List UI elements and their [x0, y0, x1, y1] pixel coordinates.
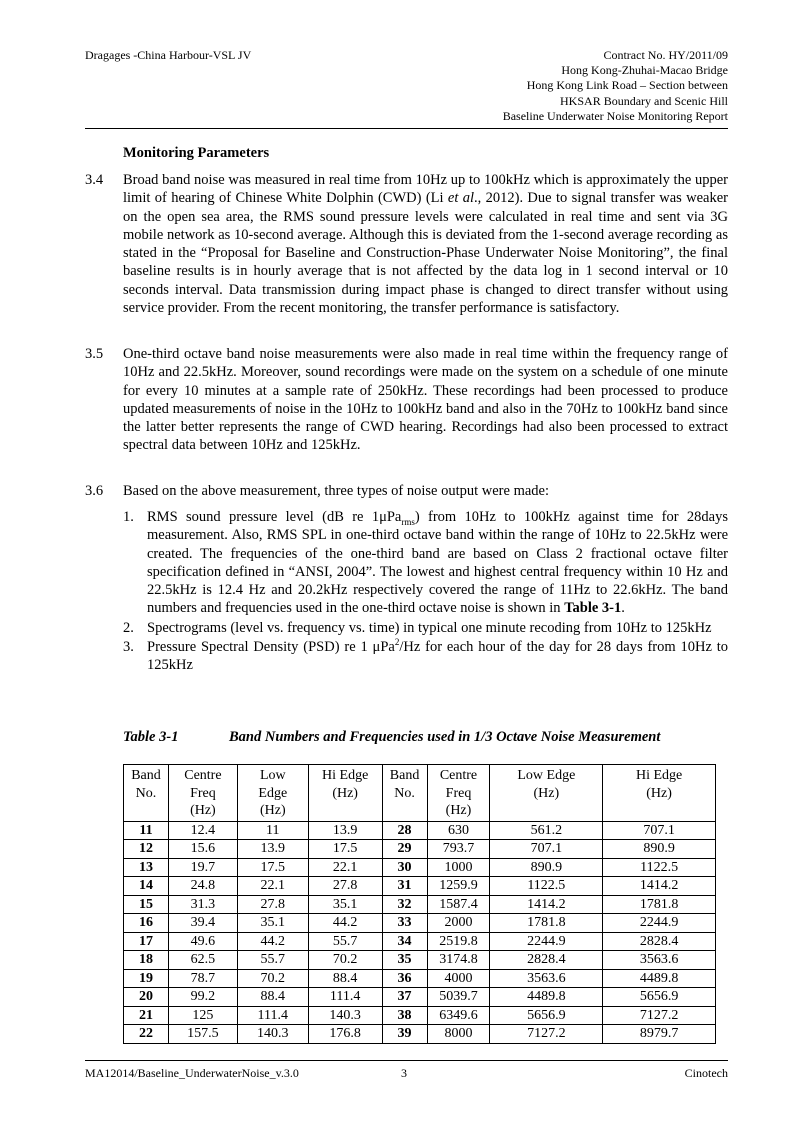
frequency-cell: 62.5: [168, 951, 237, 970]
header-divider: [85, 128, 728, 129]
frequency-cell: 707.1: [490, 840, 603, 859]
footer-company: Cinotech: [684, 1066, 728, 1080]
frequency-cell: 140.3: [237, 1025, 308, 1044]
frequency-cell: 27.8: [237, 895, 308, 914]
frequency-cell: 157.5: [168, 1025, 237, 1044]
header-right-line: Baseline Underwater Noise Monitoring Report: [502, 108, 728, 123]
frequency-cell: 5656.9: [603, 988, 716, 1007]
frequency-cell: 22.1: [308, 858, 382, 877]
band-number-cell: 38: [382, 1006, 427, 1025]
text-run: ., 2012). Due to signal transfer was weaker on the open sea area, the RMS sound pressure levels were calculated in real time and sent via 3G mobile network as 10-second average. Although this is deviated from the 1-second average recording as stated in the “Proposal for Baseline and Construction-Phase Underwater Noise Monitoring”, the final baseline results is in hourly average that is not affected by the data log in 1 second interval or 10 seconds interval. Data transmission during impact phase is changed to direct transfer without using service provider. From the recent monitoring, the transfer performance is satisfactory.: [123, 190, 728, 317]
frequency-cell: 4489.8: [490, 988, 603, 1007]
band-number-cell: 16: [124, 914, 169, 933]
column-header-line: Centre: [439, 768, 478, 783]
frequency-cell: 78.7: [168, 969, 237, 988]
frequency-cell: 7127.2: [603, 1006, 716, 1025]
frequency-cell: 8000: [427, 1025, 490, 1044]
table-caption-text: Band Numbers and Frequencies used in 1/3 Octave Noise Measurement: [229, 729, 661, 745]
frequency-cell: 49.6: [168, 932, 237, 951]
column-header-line: Band: [131, 768, 161, 783]
band-number-cell: 11: [124, 821, 169, 840]
frequency-cell: 19.7: [168, 858, 237, 877]
frequency-cell: 4489.8: [603, 969, 716, 988]
table-row: [124, 877, 716, 896]
frequency-cell: 561.2: [490, 821, 603, 840]
frequency-cell: 2244.9: [490, 932, 603, 951]
frequency-cell: 44.2: [237, 932, 308, 951]
list-number: 1.: [123, 509, 134, 525]
frequency-cell: 2519.8: [427, 932, 490, 951]
column-header-line: (Hz): [190, 803, 216, 818]
frequency-cell: 1587.4: [427, 895, 490, 914]
footer-divider: [85, 1060, 728, 1061]
table-label: Table 3-1: [123, 729, 179, 745]
paragraph-text: One-third octave band noise measurements were also made in real time within the frequency range of 10Hz and 22.5kHz. Moreover, sound recordings were made on the system on a schedule of one minute for every 10 minutes at a sample rate of 250kHz. These recordings had been processed to produce updated measurements of noise in the 10Hz to 100kHz band and also in the 70Hz to 100kHz band since the latter better represents the range of CWD hearing. Recordings had also been processed to extract spectral data between 10Hz and 125kHz.: [123, 346, 728, 454]
column-header-line: (Hz): [646, 785, 672, 801]
list-number: 2.: [123, 619, 134, 636]
table-row: [124, 1025, 716, 1044]
band-number-cell: 35: [382, 951, 427, 970]
section-title: Monitoring Parameters: [123, 145, 270, 161]
column-header: [490, 765, 603, 822]
frequency-cell: 2244.9: [603, 914, 716, 933]
list-text: Spectrograms (level vs. frequency vs. time) in typical one minute recoding from 10Hz to 125kHz: [147, 619, 712, 636]
column-header-line: (Hz): [445, 803, 472, 818]
frequency-cell: 55.7: [237, 951, 308, 970]
table-row: [124, 988, 716, 1007]
frequency-cell: 99.2: [168, 988, 237, 1007]
text-run: .: [621, 600, 625, 617]
frequency-cell: 1122.5: [603, 858, 716, 877]
paragraph-number: 3.6: [85, 483, 104, 499]
output-list: [123, 508, 728, 676]
subscript: rms: [401, 516, 415, 527]
table-header-row: [124, 765, 716, 822]
paragraph-number: 3.5: [85, 346, 104, 362]
frequency-cell: 17.5: [237, 858, 308, 877]
column-header-line: Hi Edge: [635, 768, 683, 783]
frequency-cell: 1781.8: [490, 914, 603, 933]
paragraph-3-4: [85, 171, 728, 317]
frequency-cell: 176.8: [308, 1025, 382, 1044]
column-header-line: Centre: [184, 768, 222, 783]
table-row: [124, 932, 716, 951]
list-text: [147, 638, 728, 675]
column-header-line: (Hz): [259, 803, 286, 818]
band-number-cell: 13: [124, 858, 169, 877]
paragraph-text: Based on the above measurement, three types of noise output were made:: [123, 483, 550, 499]
frequency-cell: 35.1: [237, 914, 308, 933]
column-header: [124, 765, 169, 822]
frequency-cell: 88.4: [237, 988, 308, 1007]
frequency-cell: 55.7: [308, 932, 382, 951]
table-row: [124, 895, 716, 914]
frequency-cell: 140.3: [308, 1006, 382, 1025]
paragraph-text: [123, 171, 728, 317]
frequency-cell: 39.4: [168, 914, 237, 933]
frequency-cell: 17.5: [308, 840, 382, 859]
header-right-line: HKSAR Boundary and Scenic Hill: [560, 93, 728, 108]
column-header: [382, 765, 427, 822]
frequency-cell: 70.2: [308, 951, 382, 970]
column-header-line: Hi Edge: [322, 768, 369, 783]
paragraph-3-6: [85, 482, 728, 500]
frequency-cell: 24.8: [168, 877, 237, 896]
text-run: Broad band noise was measured in real time from 10Hz up to 100kHz which is approximately the upper limit of hearing of Chinese White Dolphin (CWD) (Li: [123, 172, 728, 207]
frequency-cell: 1000: [427, 858, 490, 877]
header-right-line: Contract No. HY/2011/09: [603, 48, 728, 62]
frequency-cell: 2000: [427, 914, 490, 933]
band-number-cell: 12: [124, 840, 169, 859]
frequency-cell: 630: [427, 821, 490, 840]
frequency-cell: 111.4: [308, 988, 382, 1007]
frequency-cell: 890.9: [603, 840, 716, 859]
header-left: Dragages -China Harbour-VSL JV: [85, 48, 252, 62]
band-number-cell: 18: [124, 951, 169, 970]
frequency-cell: 31.3: [168, 895, 237, 914]
superscript: 2: [394, 637, 400, 648]
page-number: 3: [401, 1066, 407, 1080]
column-header-line: Edge: [258, 785, 288, 801]
table-reference: Table 3-1: [564, 600, 622, 617]
frequency-cell: 5039.7: [427, 988, 490, 1007]
column-header-line: No.: [394, 785, 415, 801]
frequency-cell: 44.2: [308, 914, 382, 933]
frequency-cell: 11: [237, 821, 308, 840]
table-row: [124, 840, 716, 859]
frequency-cell: 3563.6: [603, 951, 716, 970]
band-number-cell: 29: [382, 840, 427, 859]
frequency-cell: 15.6: [168, 840, 237, 859]
frequency-cell: 13.9: [237, 840, 308, 859]
frequency-cell: 1781.8: [603, 895, 716, 914]
frequency-cell: 3563.6: [490, 969, 603, 988]
table-row: [124, 821, 716, 840]
frequency-cell: 88.4: [308, 969, 382, 988]
column-header-line: (Hz): [533, 785, 560, 801]
band-number-cell: 30: [382, 858, 427, 877]
frequency-cell: 3174.8: [427, 951, 490, 970]
text-run: /Hz for each hour of the day for 28 days from 10Hz to 125kHz: [147, 639, 728, 674]
band-number-cell: 28: [382, 821, 427, 840]
footer-document-id: MA12014/Baseline_UnderwaterNoise_v.3.0: [85, 1066, 299, 1080]
frequency-cell: 1259.9: [427, 877, 490, 896]
band-number-cell: 14: [124, 877, 169, 896]
header-right-line: Hong Kong Link Road – Section between: [526, 78, 728, 93]
column-header-line: Low: [259, 768, 286, 783]
band-number-cell: 22: [124, 1025, 169, 1044]
band-number-cell: 19: [124, 969, 169, 988]
column-header: [308, 765, 382, 822]
text-run: ) from 10Hz to 100kHz against time for 28days measurement. Also, RMS SPL in one-third octave band within the range of 10Hz to 22.5kHz were created. The frequencies of the one-third band are based on Class 2 fractional octave filter specification defined in “ANSI, 2004”. The lowest and highest central frequency within 10 Hz and 22.5kHz is 12.4 Hz and 20.2kHz respectively covered the range of 11Hz to 22.6kHz. The band numbers and frequencies used in the one-third octave noise is shown in: [147, 509, 728, 617]
frequency-cell: 125: [168, 1006, 237, 1025]
column-header: [427, 765, 490, 822]
frequency-cell: 793.7: [427, 840, 490, 859]
table-row: [124, 858, 716, 877]
frequency-cell: 890.9: [490, 858, 603, 877]
table-row: [124, 914, 716, 933]
paragraph-number: 3.4: [85, 172, 104, 188]
frequency-cell: 707.1: [603, 821, 716, 840]
table-row: [124, 951, 716, 970]
frequency-cell: 70.2: [237, 969, 308, 988]
band-number-cell: 32: [382, 895, 427, 914]
paragraph-3-5: [85, 345, 728, 455]
frequency-cell: 111.4: [237, 1006, 308, 1025]
frequency-cell: 22.1: [237, 877, 308, 896]
frequency-cell: 4000: [427, 969, 490, 988]
frequency-cell: 1414.2: [603, 877, 716, 896]
frequency-cell: 8979.7: [603, 1025, 716, 1044]
frequency-cell: 1122.5: [490, 877, 603, 896]
frequency-cell: 27.8: [308, 877, 382, 896]
frequency-cell: 6349.6: [427, 1006, 490, 1025]
column-header-line: Freq: [190, 785, 216, 801]
column-header-line: Low Edge: [517, 768, 576, 783]
band-number-cell: 15: [124, 895, 169, 914]
column-header: [168, 765, 237, 822]
band-number-cell: 21: [124, 1006, 169, 1025]
frequency-cell: 13.9: [308, 821, 382, 840]
column-header: [237, 765, 308, 822]
header-right-line: Hong Kong-Zhuhai-Macao Bridge: [561, 63, 728, 78]
italic-run: et al: [447, 190, 474, 207]
band-number-cell: 31: [382, 877, 427, 896]
table-row: [124, 1006, 716, 1025]
band-number-cell: 17: [124, 932, 169, 951]
band-number-cell: 33: [382, 914, 427, 933]
band-number-cell: 37: [382, 988, 427, 1007]
band-frequency-table: [123, 764, 716, 1044]
frequency-cell: 35.1: [308, 895, 382, 914]
band-number-cell: 36: [382, 969, 427, 988]
column-header-line: No.: [135, 785, 157, 801]
band-number-cell: 39: [382, 1025, 427, 1044]
list-item: [123, 638, 728, 675]
band-number-cell: 34: [382, 932, 427, 951]
text-run: Pressure Spectral Density (PSD) re 1 μPa: [147, 639, 395, 656]
table-row: [124, 969, 716, 988]
header-right: [503, 48, 728, 124]
column-header-line: Freq: [445, 785, 472, 801]
band-number-cell: 20: [124, 988, 169, 1007]
list-item: [123, 508, 728, 618]
frequency-cell: 2828.4: [490, 951, 603, 970]
list-item: [123, 619, 728, 637]
column-header: [603, 765, 716, 822]
table-caption: [123, 729, 661, 746]
column-header-line: Band: [389, 768, 420, 783]
frequency-cell: 5656.9: [490, 1006, 603, 1025]
frequency-cell: 2828.4: [603, 932, 716, 951]
column-header-line: (Hz): [332, 785, 358, 801]
frequency-cell: 1414.2: [490, 895, 603, 914]
frequency-cell: 7127.2: [490, 1025, 603, 1044]
list-number: 3.: [123, 639, 134, 656]
list-text: [147, 508, 728, 618]
text-run: RMS sound pressure level (dB re 1μPa: [147, 509, 402, 525]
frequency-cell: 12.4: [168, 821, 237, 840]
